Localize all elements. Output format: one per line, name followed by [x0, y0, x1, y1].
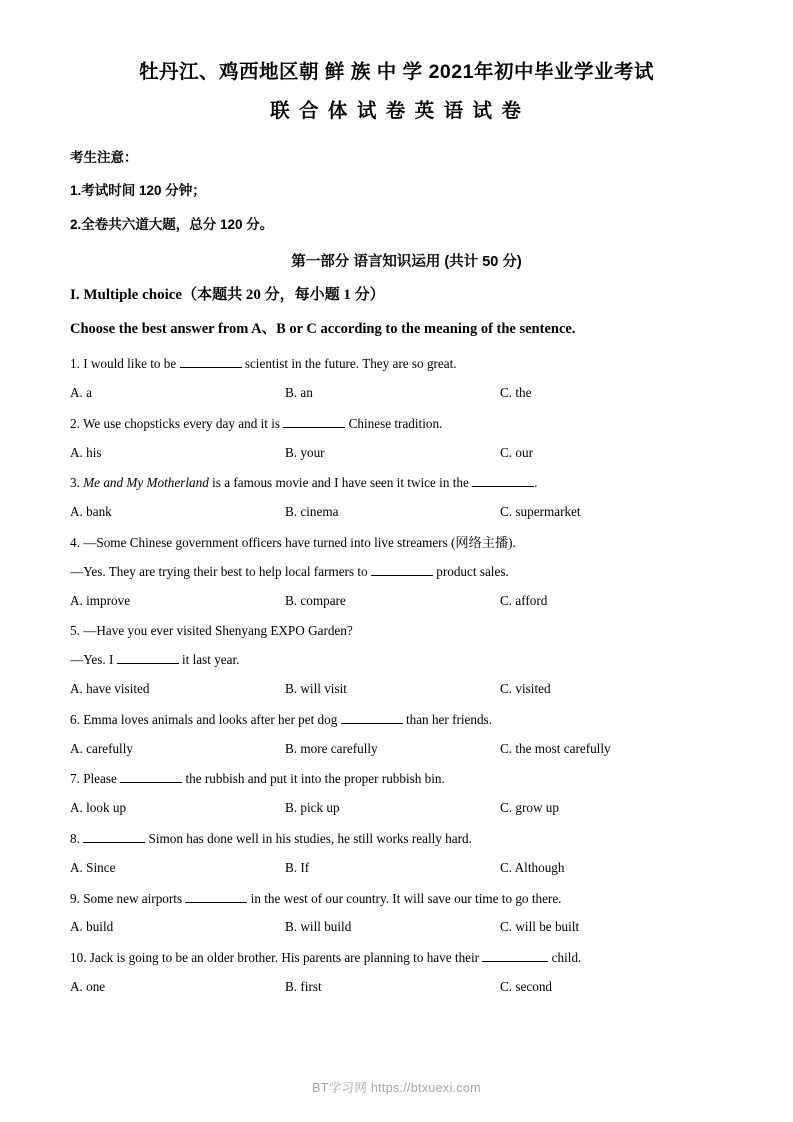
page-footer-watermark: BT学习网 https://btxuexi.com: [312, 1081, 481, 1095]
question-6-stem: [70, 710, 723, 730]
option-b[interactable]: B. your: [285, 444, 325, 460]
question-3-stem-pre: 3.: [70, 475, 84, 491]
question-4-stem-pre: —Yes. They are trying their best to help local farmers to: [70, 563, 371, 579]
question-2: [70, 414, 723, 463]
question-7: [70, 769, 723, 818]
option-b[interactable]: B. compare: [285, 592, 346, 608]
question-5-stem-pre: —Yes. I: [70, 652, 117, 668]
question-8-stem: [70, 829, 723, 849]
question-1-options: [70, 383, 723, 403]
part-heading: 第一部分 语言知识运用 (共计 50 分): [291, 254, 522, 271]
question-7-options: [70, 798, 723, 818]
question-6: [70, 710, 723, 759]
question-7-stem-post: the rubbish and put it into the proper rubbish bin.: [182, 771, 445, 787]
question-6-stem-pre: 6. Emma loves animals and looks after her pet dog: [70, 711, 341, 727]
answer-blank: [283, 427, 345, 428]
answer-blank: [117, 663, 179, 664]
option-b[interactable]: B. pick up: [285, 800, 340, 816]
option-c[interactable]: C. grow up: [500, 800, 559, 816]
question-5-stem-line-1: 5. —Have you ever visited Shenyang EXPO Garden?: [70, 623, 353, 639]
question-1: [70, 354, 723, 403]
question-2-stem-pre: 2. We use chopsticks every day and it is: [70, 415, 284, 431]
option-b[interactable]: B. an: [285, 384, 313, 400]
option-a[interactable]: A. carefully: [70, 740, 133, 756]
exam-title-line-2: 联 合 体 试 卷 英 语 试 卷: [270, 100, 523, 123]
question-8-stem-post: Simon has done well in his studies, he still works really hard.: [145, 830, 472, 846]
question-3-options: [70, 502, 723, 522]
question-4-stem-line-2: [70, 562, 723, 582]
question-5: [70, 621, 723, 698]
question-2-stem: [70, 414, 723, 434]
question-2-stem-post: Chinese tradition.: [345, 415, 443, 431]
question-1-stem-pre: 1. I would like to be: [70, 356, 180, 372]
option-a[interactable]: A. a: [70, 384, 92, 400]
question-6-options: [70, 739, 723, 759]
option-c[interactable]: C. supermarket: [500, 504, 581, 520]
option-c[interactable]: C. our: [500, 444, 533, 460]
question-3-stem-title: Me and My Motherland: [83, 475, 209, 491]
option-b[interactable]: B. will build: [285, 919, 352, 935]
exam-title-line-1: 牡丹江、鸡西地区朝 鲜 族 中 学 2021年初中毕业学业考试: [139, 61, 654, 83]
question-3-stem-post: .: [534, 475, 538, 491]
notice-heading: 考生注意：: [70, 149, 138, 165]
notice-item-2: 2.全卷共六道大题，总分 120 分。: [70, 217, 274, 233]
option-c[interactable]: C. the most carefully: [500, 740, 611, 756]
question-7-stem-pre: 7. Please: [70, 771, 121, 787]
option-c[interactable]: C. will be built: [500, 919, 580, 935]
question-9-stem-pre: 9. Some new airports: [70, 890, 186, 906]
question-1-stem: [70, 354, 723, 374]
question-6-stem-post: than her friends.: [402, 711, 492, 727]
option-a[interactable]: A. bank: [70, 504, 112, 520]
answer-blank: [83, 842, 145, 843]
notice-item-1: 1.考试时间 120 分钟；: [70, 183, 206, 199]
question-10: [70, 948, 723, 997]
answer-blank: [185, 902, 247, 903]
section-instruction: Choose the best answer from A、B or C according to the meaning of the sentence.: [70, 321, 576, 338]
question-4: [70, 533, 723, 610]
question-10-options: [70, 977, 723, 997]
option-a[interactable]: A. have visited: [70, 680, 150, 696]
question-5-stem-post: it last year.: [178, 652, 240, 668]
question-9-stem: [70, 889, 723, 909]
question-9-options: [70, 917, 723, 937]
option-c[interactable]: C. visited: [500, 680, 551, 696]
option-b[interactable]: B. more carefully: [285, 740, 378, 756]
question-10-stem-post: child.: [548, 950, 582, 966]
section-heading: I. Multiple choice（本题共 20 分，每小题 1 分）: [70, 287, 385, 304]
option-a[interactable]: A. build: [70, 919, 114, 935]
question-8-stem-pre: 8.: [70, 830, 84, 846]
question-10-stem: [70, 948, 723, 968]
answer-blank: [482, 961, 548, 962]
option-a[interactable]: A. improve: [70, 592, 131, 608]
question-9-stem-post: in the west of our country. It will save our time to go there.: [247, 890, 562, 906]
question-9: [70, 889, 723, 938]
candidate-notice: [70, 149, 723, 236]
question-8-options: [70, 858, 723, 878]
question-4-stem-post: product sales.: [432, 563, 509, 579]
question-8: [70, 829, 723, 878]
answer-blank: [341, 723, 403, 724]
question-3: [70, 473, 723, 522]
question-3-stem-mid: is a famous movie and I have seen it twice in the: [208, 475, 473, 491]
answer-blank: [180, 367, 242, 368]
option-b[interactable]: B. will visit: [285, 680, 347, 696]
option-b[interactable]: B. first: [285, 978, 322, 994]
option-a[interactable]: A. his: [70, 444, 102, 460]
option-a[interactable]: A. look up: [70, 800, 127, 816]
question-3-stem: [70, 473, 723, 493]
option-c[interactable]: C. the: [500, 384, 532, 400]
option-c[interactable]: C. Although: [500, 859, 565, 875]
question-2-options: [70, 443, 723, 463]
answer-blank: [120, 782, 182, 783]
answer-blank: [472, 486, 534, 487]
question-4-options: [70, 591, 723, 611]
option-a[interactable]: A. Since: [70, 859, 116, 875]
question-1-stem-post: scientist in the future. They are so great.: [241, 356, 457, 372]
question-5-options: [70, 679, 723, 699]
option-c[interactable]: C. second: [500, 978, 553, 994]
question-4-stem-line-1: 4. —Some Chinese government officers have turned into live streamers (网络主播).: [70, 534, 516, 550]
option-c[interactable]: C. afford: [500, 592, 548, 608]
question-10-stem-pre: 10. Jack is going to be an older brother. His parents are planning to have their: [70, 950, 483, 966]
option-b[interactable]: B. If: [285, 859, 310, 875]
answer-blank: [371, 575, 433, 576]
question-7-stem: [70, 769, 723, 789]
option-b[interactable]: B. cinema: [285, 504, 339, 520]
question-5-stem-line-2: [70, 650, 723, 670]
option-a[interactable]: A. one: [70, 978, 106, 994]
